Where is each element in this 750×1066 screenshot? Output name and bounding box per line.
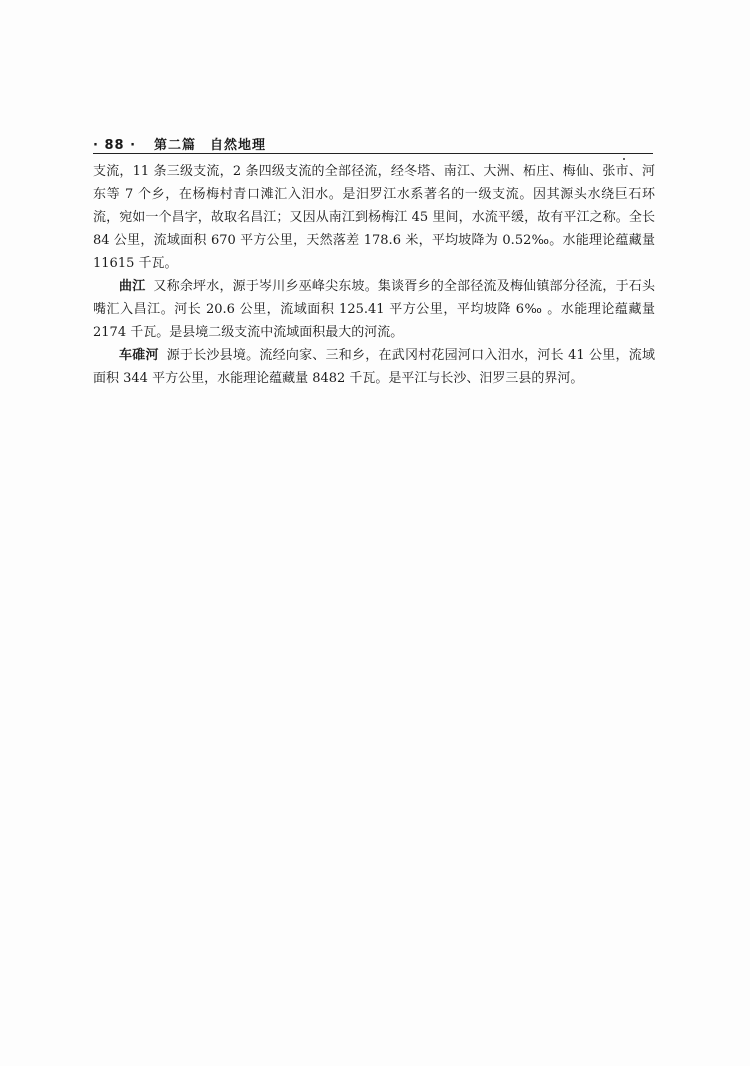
page-header [93, 131, 653, 153]
page-number: · 88 · [93, 138, 137, 153]
header-rule [93, 153, 653, 154]
body-text [93, 160, 655, 390]
paragraph-text: 又称余坪水，源于岑川乡巫峰尖东坡。集谈胥乡的全部径流及梅仙镇部分径流，于石头嘴汇入昌江。河长 20.6 公里，流域面积 125.41 平方公里，平均坡降 6‰ 。水能理论蕴藏量 2174 千瓦。是县境二级支流中流域面积最大的河流。 [93, 279, 655, 340]
river-term: 车碓河 [119, 348, 159, 363]
paragraph-text: 支流，11 条三级支流，2 条四级支流的全部径流，经冬塔、南江、大洲、柘庄、梅仙、张市、河东等 7 个乡，在杨梅村青口滩汇入汨水。是汨罗江水系著名的一级支流。因其源头水绕巨石环流，宛如一个昌字，故取名昌江；又因从南江到杨梅江 45 里间，水流平缓，故有平江之称。全长 84 公里，流域面积 670 平方公里，天然落差 178.6 米，平均坡降为 0.52‰。水能理论蕴藏量 11615 千瓦。 [93, 164, 655, 271]
paragraph-text: 源于长沙县境。流经向家、三和乡，在武冈村花园河口入汨水，河长 41 公里，流域面积 344 平方公里，水能理论蕴藏量 8482 千瓦。是平江与长沙、汨罗三县的界河。 [93, 348, 655, 386]
section-title: 第二篇 自然地理 [154, 138, 267, 153]
paragraph-continuation [93, 160, 655, 275]
paragraph-qujiang [93, 275, 655, 344]
paragraph-cheduihe [93, 344, 655, 390]
river-term: 曲江 [119, 279, 146, 294]
